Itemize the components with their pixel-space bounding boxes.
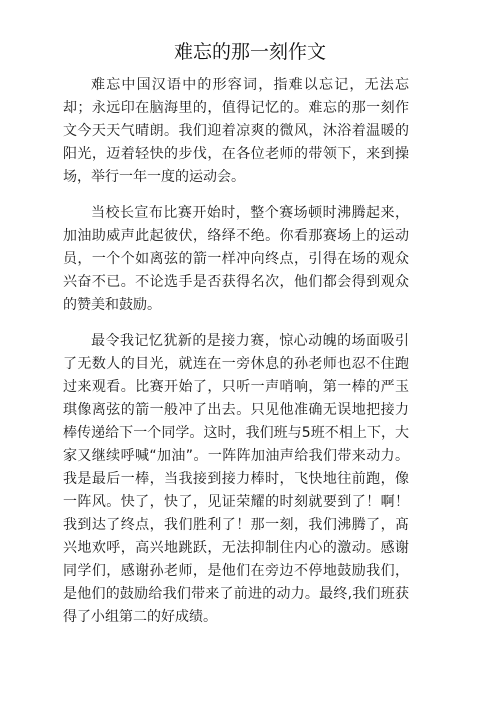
document-body — [63, 74, 409, 629]
paragraph-3: 最令我记忆犹新的是接力赛，惊心动魄的场面吸引了无数人的目光，就连在一旁休息的孙老师也忍不住跑过来观看。比赛开始了，只听一声哨响，第一棒的严玉琪像离弦的箭一般冲了出去。只见他准确无误地把接力棒传递给下一个同学。这时，我们班与5班不相上下，大家又继续呼喊“加油”。一阵阵加油声给我们带来动力。我是最后一棒，当我接到接力棒时，飞快地往前跑，像一阵风。快了，快了，见证荣耀的时刻就要到了！啊！我到达了终点，我们胜利了！那一刻，我们沸腾了，髙兴地欢呼，高兴地跳跃，无法抑制住内心的激动。感谢同学们，感谢孙老师，是他们在旁边不停地鼓励我们，是他们的鼓励给我们带来了前进的动力。最终,我们班获得了小组第二的好成绩。 — [63, 333, 409, 625]
document-title: 难忘的那一刻作文 — [173, 41, 326, 63]
paragraph-2: 当校长宣布比赛开始时，整个赛场顿时沸腾起来，加油助威声此起彼伏，络绎不绝。你看那赛场上的运动员，一个个如离弦的箭一样冲向终点，引得在场的观众兴奋不已。不论选手是否获得名次，他们都会得到观众的赞美和鼓励。 — [63, 205, 409, 313]
paragraph-1: 难忘中国汉语中的形容词，指难以忘记，无法忘却；永远印在脑海里的，值得记忆的。难忘的那一刻作文今天天气晴朗。我们迎着凉爽的微风，沐浴着温暖的阳光，迈着轻快的步伐，在各位老师的带领下，来到操场，举行一年一度的运动会。 — [63, 77, 409, 185]
